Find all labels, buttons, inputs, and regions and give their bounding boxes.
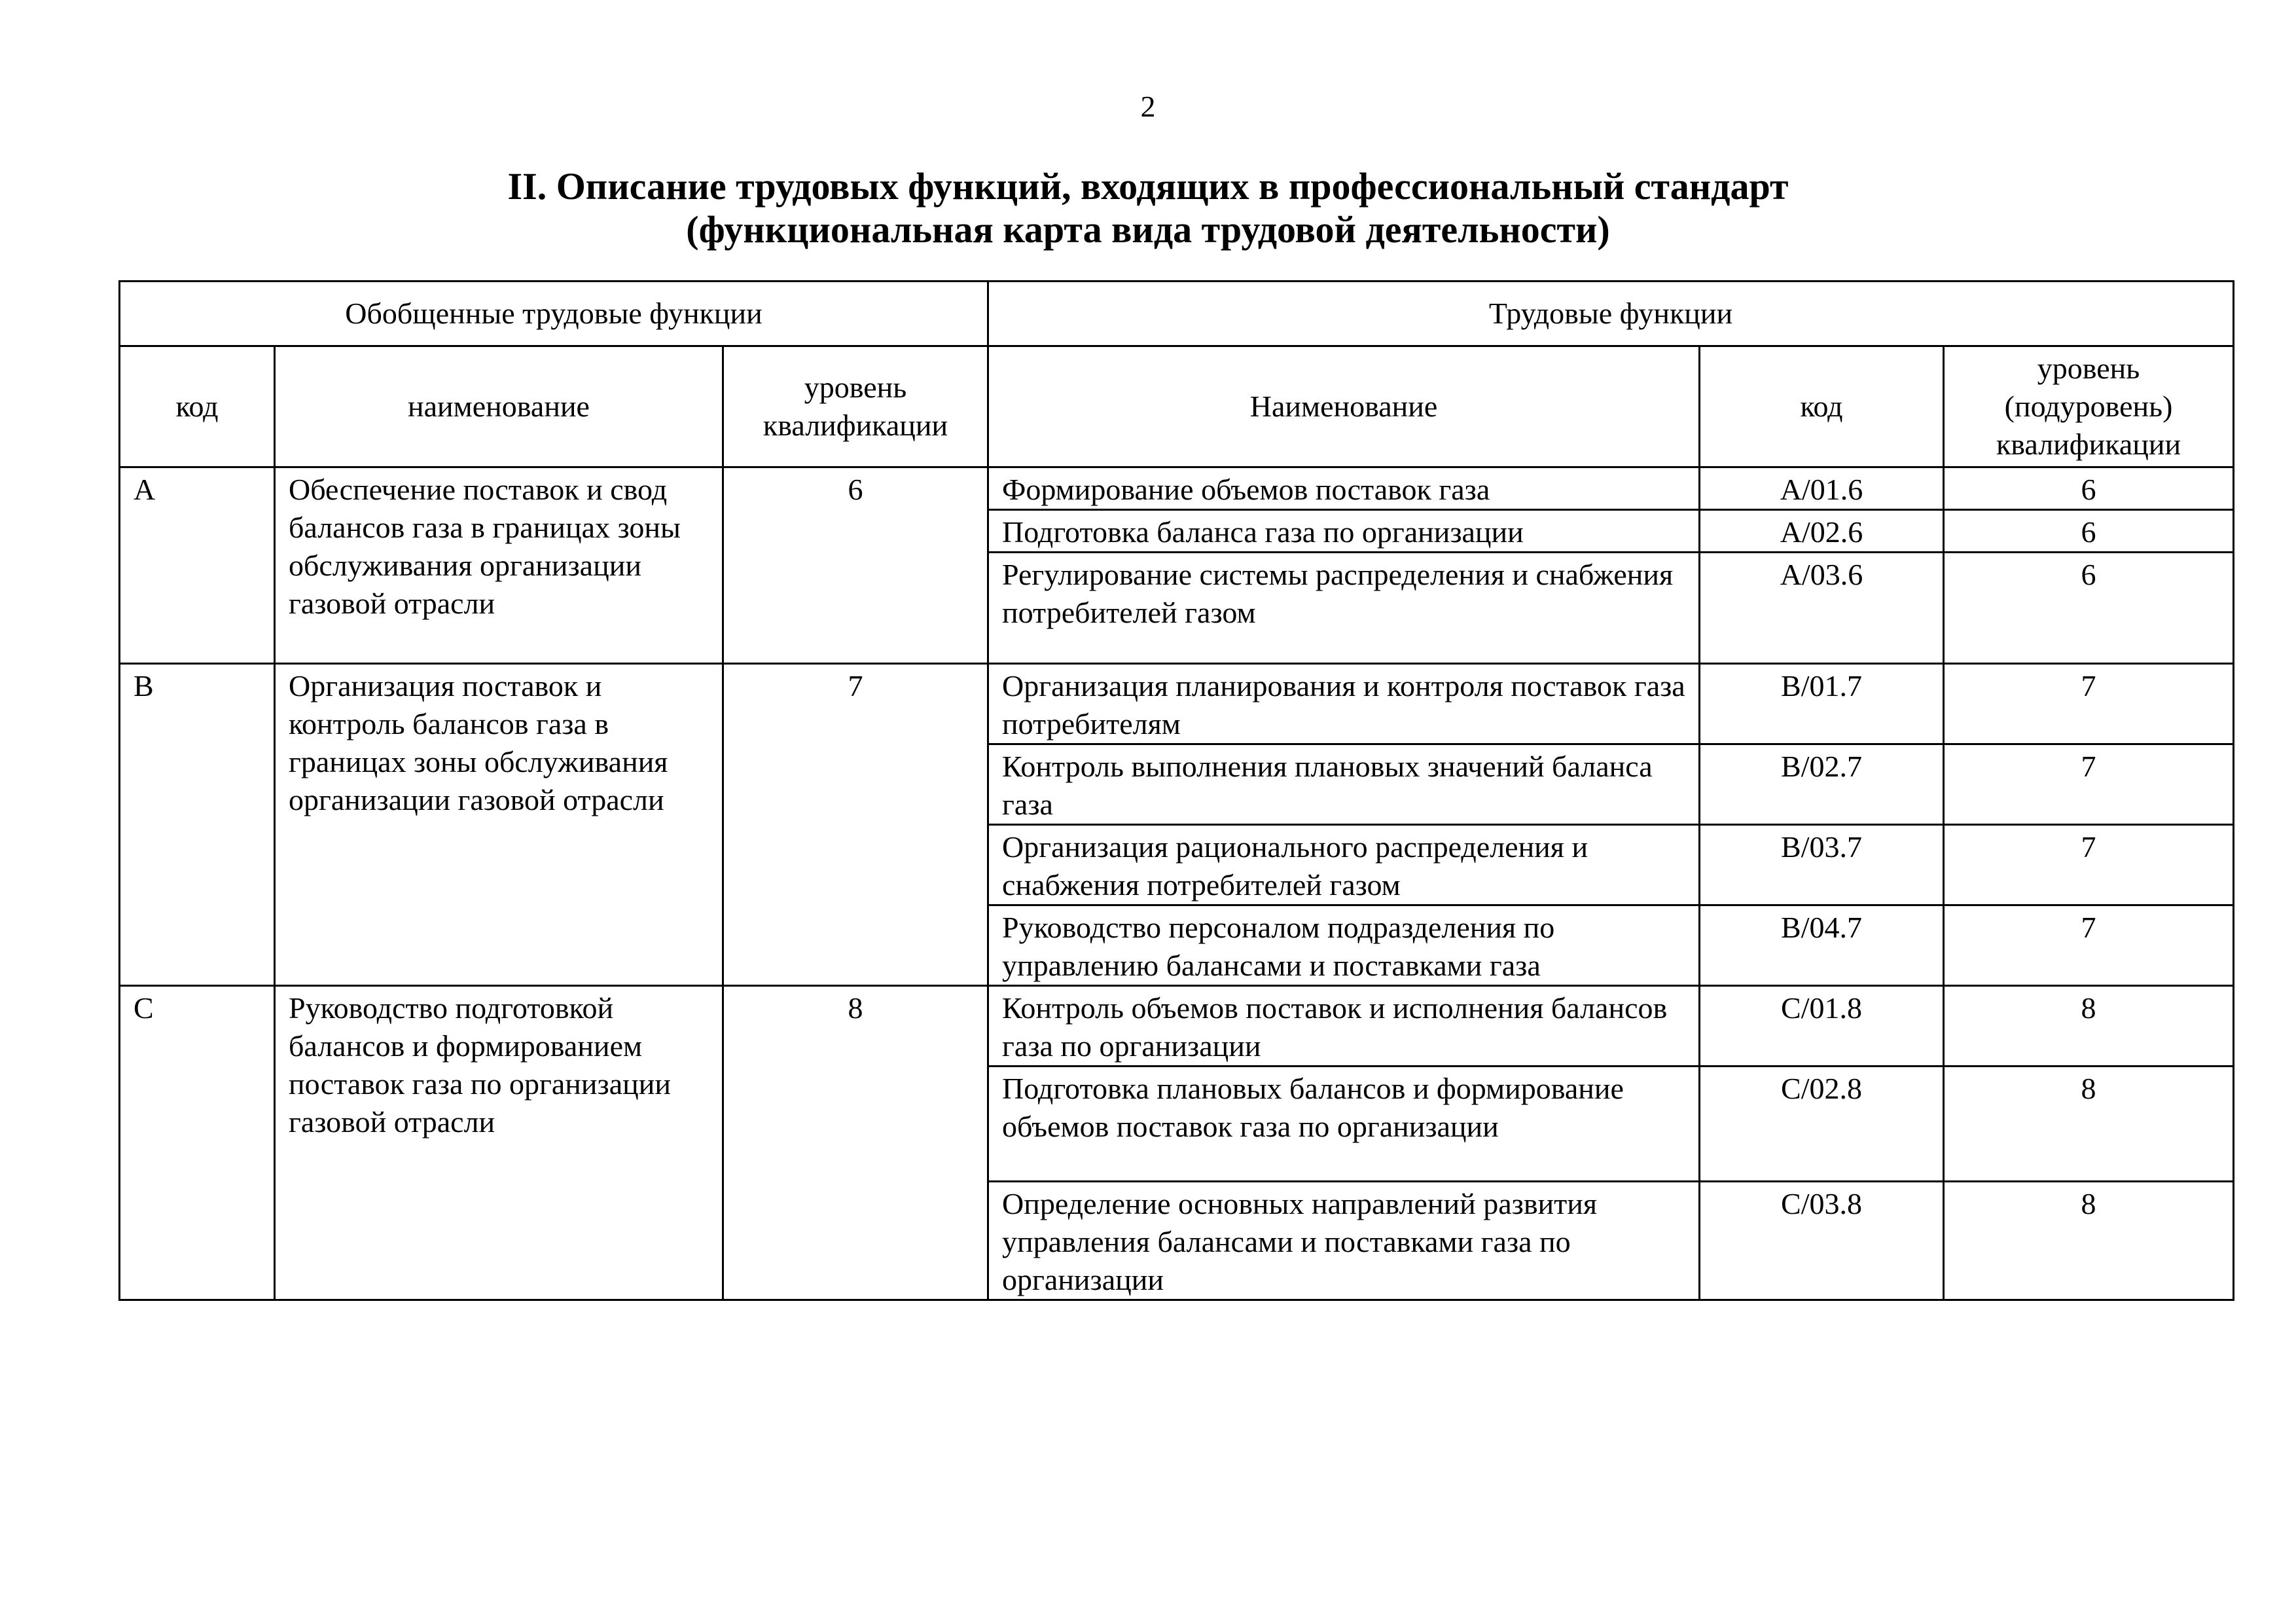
function-code: B/01.7 bbox=[1700, 664, 1944, 744]
function-code: C/02.8 bbox=[1700, 1067, 1944, 1182]
function-name: Формирование объемов поставок газа bbox=[988, 467, 1700, 510]
table-row bbox=[120, 664, 2234, 744]
function-name: Подготовка плановых балансов и формирование объемов поставок газа по организации bbox=[988, 1067, 1700, 1182]
function-code: C/01.8 bbox=[1700, 986, 1944, 1067]
function-name: Определение основных направлений развития управления балансами и поставками газа по организации bbox=[988, 1182, 1700, 1300]
column-header-code: код bbox=[120, 346, 275, 467]
function-code: B/04.7 bbox=[1700, 905, 1944, 986]
function-level: 8 bbox=[1944, 1067, 2234, 1182]
group-name: Организация поставок и контроль балансов газа в границах зоны обслуживания организации газовой отрасли bbox=[275, 664, 723, 986]
group-level: 7 bbox=[723, 664, 988, 986]
page-number: 2 bbox=[1140, 90, 1156, 123]
column-header-level: уровень квалификации bbox=[723, 346, 988, 467]
function-name: Руководство персоналом подразделения по управлению балансами и поставками газа bbox=[988, 905, 1700, 986]
group-name: Руководство подготовкой балансов и формированием поставок газа по организации газовой отрасли bbox=[275, 986, 723, 1300]
function-level: 6 bbox=[1944, 467, 2234, 510]
table-group-header-row bbox=[120, 282, 2234, 346]
section-title-line-2: (функциональная карта вида трудовой деятельности) bbox=[686, 208, 1610, 251]
group-level: 8 bbox=[723, 986, 988, 1300]
group-code: B bbox=[120, 664, 275, 986]
table-column-header-row bbox=[120, 346, 2234, 467]
table-row bbox=[120, 986, 2234, 1067]
function-level: 8 bbox=[1944, 1182, 2234, 1300]
function-level: 7 bbox=[1944, 744, 2234, 825]
function-level: 7 bbox=[1944, 905, 2234, 986]
function-name: Контроль выполнения плановых значений баланса газа bbox=[988, 744, 1700, 825]
column-header-tf-code: код bbox=[1700, 346, 1944, 467]
function-level: 7 bbox=[1944, 825, 2234, 905]
function-name: Регулирование системы распределения и снабжения потребителей газом bbox=[988, 553, 1700, 664]
function-code: C/03.8 bbox=[1700, 1182, 1944, 1300]
group-code: C bbox=[120, 986, 275, 1300]
group-name: Обеспечение поставок и свод балансов газа в границах зоны обслуживания организации газовой отрасли bbox=[275, 467, 723, 664]
table-row bbox=[120, 467, 2234, 510]
function-code: A/01.6 bbox=[1700, 467, 1944, 510]
function-level: 8 bbox=[1944, 986, 2234, 1067]
functional-map-table bbox=[118, 280, 2234, 1301]
group-code: A bbox=[120, 467, 275, 664]
generalized-functions-header: Обобщенные трудовые функции bbox=[120, 282, 988, 346]
group-level: 6 bbox=[723, 467, 988, 664]
function-name: Организация рационального распределения и снабжения потребителей газом bbox=[988, 825, 1700, 905]
section-title-line-1: II. Описание трудовых функций, входящих в профессиональный стандарт bbox=[507, 165, 1789, 208]
column-header-tf-name: Наименование bbox=[988, 346, 1700, 467]
function-level: 6 bbox=[1944, 553, 2234, 664]
function-level: 7 bbox=[1944, 664, 2234, 744]
function-code: B/03.7 bbox=[1700, 825, 1944, 905]
column-header-tf-level: уровень (подуровень) квалификации bbox=[1944, 346, 2234, 467]
function-name: Подготовка баланса газа по организации bbox=[988, 510, 1700, 553]
section-title bbox=[0, 165, 2296, 251]
labor-functions-header: Трудовые функции bbox=[988, 282, 2234, 346]
column-header-name: наименование bbox=[275, 346, 723, 467]
function-name: Организация планирования и контроля поставок газа потребителям bbox=[988, 664, 1700, 744]
function-code: B/02.7 bbox=[1700, 744, 1944, 825]
function-code: A/03.6 bbox=[1700, 553, 1944, 664]
function-code: A/02.6 bbox=[1700, 510, 1944, 553]
function-level: 6 bbox=[1944, 510, 2234, 553]
function-name: Контроль объемов поставок и исполнения балансов газа по организации bbox=[988, 986, 1700, 1067]
